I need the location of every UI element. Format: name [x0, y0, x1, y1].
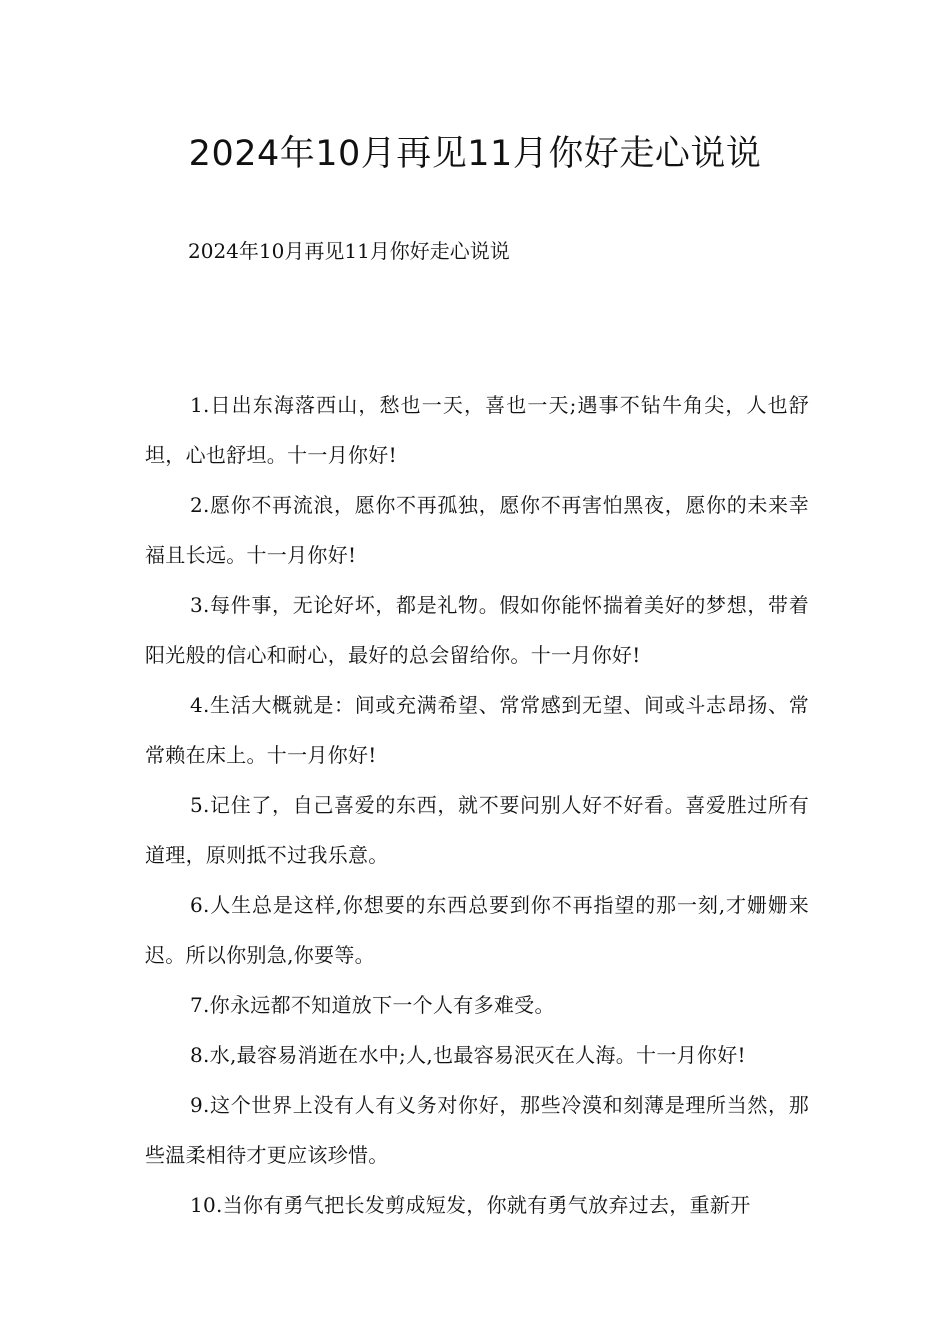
- quote-item: 4.生活大概就是：间或充满希望、常常感到无望、间或斗志昂扬、常常赖在床上。十一月你好!: [145, 693, 809, 767]
- quote-item: 6.人生总是这样,你想要的东西总要到你不再指望的那一刻,才姗姗来迟。所以你别急,你要等。: [145, 893, 809, 967]
- document-title: 2024年10月再见11月你好走心说说: [188, 134, 762, 174]
- quote-item: 9.这个世界上没有人有义务对你好，那些冷漠和刻薄是理所当然，那些温柔相待才更应该珍惜。: [145, 1093, 809, 1167]
- document-subtitle: 2024年10月再见11月你好走心说说: [188, 239, 510, 263]
- quote-item: 8.水,最容易消逝在水中;人,也最容易泯灭在人海。十一月你好!: [190, 1043, 746, 1067]
- quote-item: 1.日出东海落西山，愁也一天，喜也一天;遇事不钻牛角尖，人也舒坦，心也舒坦。十一月你好!: [145, 393, 809, 467]
- quote-item: 5.记住了，自己喜爱的东西，就不要问别人好不好看。喜爱胜过所有道理，原则抵不过我乐意。: [145, 793, 809, 867]
- quote-item: 7.你永远都不知道放下一个人有多难受。: [190, 993, 555, 1017]
- quote-item: 3.每件事，无论好坏，都是礼物。假如你能怀揣着美好的梦想，带着阳光般的信心和耐心，最好的总会留给你。十一月你好!: [145, 593, 809, 667]
- quote-item: 2.愿你不再流浪，愿你不再孤独，愿你不再害怕黑夜，愿你的未来幸福且长远。十一月你好!: [145, 493, 809, 567]
- quote-item: 10.当你有勇气把长发剪成短发，你就有勇气放弃过去，重新开: [190, 1193, 751, 1217]
- quote-list: [145, 380, 809, 1230]
